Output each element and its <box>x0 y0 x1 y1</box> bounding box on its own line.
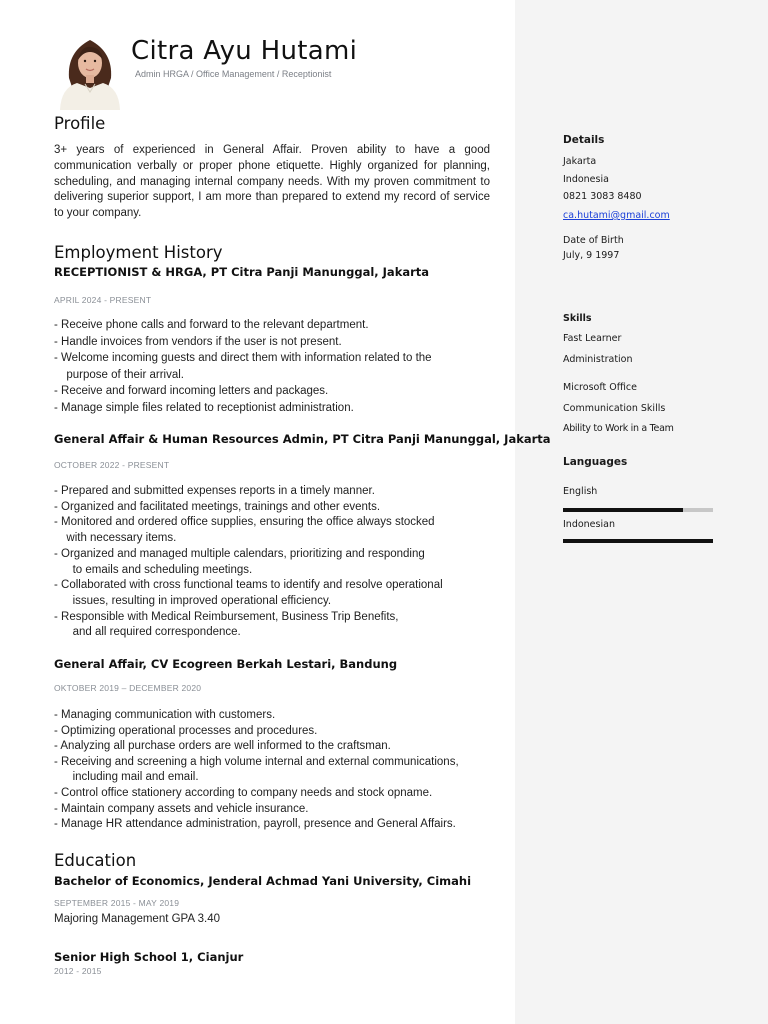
list-item: purpose of their arrival. <box>60 368 185 381</box>
profile-title: Profile <box>54 114 106 133</box>
details-title: Details <box>563 134 605 146</box>
list-item: - Receiving and screening a high volume internal and external communications, <box>54 755 459 768</box>
job-title: General Affair, CV Ecogreen Berkah Lestari, Bandung <box>54 657 398 671</box>
avatar <box>55 30 125 110</box>
list-item: - Organized and facilitated meetings, trainings and other events. <box>54 500 381 513</box>
language-name: English <box>563 486 598 497</box>
profile-text: 3+ years of experienced in General Affair. Proven ability to have a good communication verbally or proper phone etiquette. Highly organized for planning, scheduling, and managing internal company needs. With my proven commitment to delivering superior support, I am more than prepared to extend my record of service to your company. <box>54 144 490 220</box>
education-date: SEPTEMBER 2015 - MAY 2019 <box>54 898 180 908</box>
languages-title: Languages <box>563 456 628 468</box>
details-phone: 0821 3083 8480 <box>563 191 642 202</box>
job-bullets <box>54 708 459 833</box>
job-title: General Affair & Human Resources Admin, PT Citra Panji Manunggal, Jakarta <box>54 432 551 446</box>
list-item: to emails and scheduling meetings. <box>63 563 253 576</box>
skill-item: Ability to Work in a Team <box>563 423 674 434</box>
education-school: Senior High School 1, Cianjur <box>54 950 244 964</box>
list-item: - Welcome incoming guests and direct them with information related to the <box>54 352 432 364</box>
list-item: - Optimizing operational processes and procedures. <box>54 724 318 737</box>
skill-item: Microsoft Office <box>563 382 637 393</box>
job-title: RECEPTIONIST & HRGA, PT Citra Panji Manunggal, Jakarta <box>54 265 430 279</box>
skill-item: Administration <box>563 354 633 365</box>
list-item: - Control office stationery according to company needs and stock opname. <box>54 786 433 799</box>
list-item: - Monitored and ordered office supplies, ensuring the office always stocked <box>54 516 435 529</box>
list-item: - Receive and forward incoming letters and packages. <box>54 385 329 397</box>
employment-title: Employment History <box>54 243 223 262</box>
job-date: OKTOBER 2019 – DECEMBER 2020 <box>54 683 202 693</box>
details-city: Jakarta <box>563 156 597 167</box>
language-level-fill <box>563 508 683 512</box>
dob-label: Date of Birth <box>563 235 624 246</box>
list-item: - Handle invoices from vendors if the user is not present. <box>54 335 342 348</box>
list-item: - Responsible with Medical Reimbursement, Business Trip Benefits, <box>54 610 399 623</box>
list-item: - Prepared and submitted expenses reports in a timely manner. <box>54 485 375 497</box>
skill-item: Fast Learner <box>563 333 622 344</box>
education-note: Majoring Management GPA 3.40 <box>54 913 220 925</box>
list-item: - Receive phone calls and forward to the relevant department. <box>54 319 369 331</box>
skills-title: Skills <box>563 313 592 324</box>
list-item: - Manage simple files related to receptionist administration. <box>54 401 354 414</box>
education-title: Education <box>54 851 137 870</box>
language-level-bar <box>563 539 713 543</box>
language-level-fill <box>563 539 713 543</box>
candidate-name: Citra Ayu Hutami <box>131 36 358 66</box>
list-item: - Organized and managed multiple calendars, prioritizing and responding <box>54 547 425 560</box>
sidebar-background <box>515 0 768 1024</box>
candidate-subtitle: Admin HRGA / Office Management / Receptionist <box>135 69 332 79</box>
job-date: APRIL 2024 - PRESENT <box>54 295 152 305</box>
list-item: - Collaborated with cross functional teams to identify and resolve operational <box>54 579 443 592</box>
job-bullets <box>54 317 432 416</box>
list-item: with necessary items. <box>60 532 177 545</box>
education-date: 2012 - 2015 <box>54 966 102 976</box>
list-item: - Managing communication with customers. <box>54 709 276 721</box>
list-item: including mail and email. <box>63 771 199 784</box>
email-link[interactable]: ca.hutami@gmail.com <box>563 210 670 221</box>
list-item: - Maintain company assets and vehicle insurance. <box>54 802 309 815</box>
language-name: Indonesian <box>563 519 615 530</box>
education-degree: Bachelor of Economics, Jenderal Achmad Yani University, Cimahi <box>54 874 472 888</box>
job-date: OCTOBER 2022 - PRESENT <box>54 460 170 470</box>
list-item: issues, resulting in improved operational efficiency. <box>63 594 332 607</box>
details-country: Indonesia <box>563 174 609 185</box>
list-item: and all required correspondence. <box>63 626 241 639</box>
job-bullets <box>54 484 443 641</box>
skill-item: Communication Skills <box>563 403 666 414</box>
list-item: - Analyzing all purchase orders are well informed to the craftsman. <box>54 740 391 753</box>
language-level-bar <box>563 508 713 512</box>
list-item: - Manage HR attendance administration, payroll, presence and General Affairs. <box>54 818 456 831</box>
dob-value: July, 9 1997 <box>563 250 620 261</box>
